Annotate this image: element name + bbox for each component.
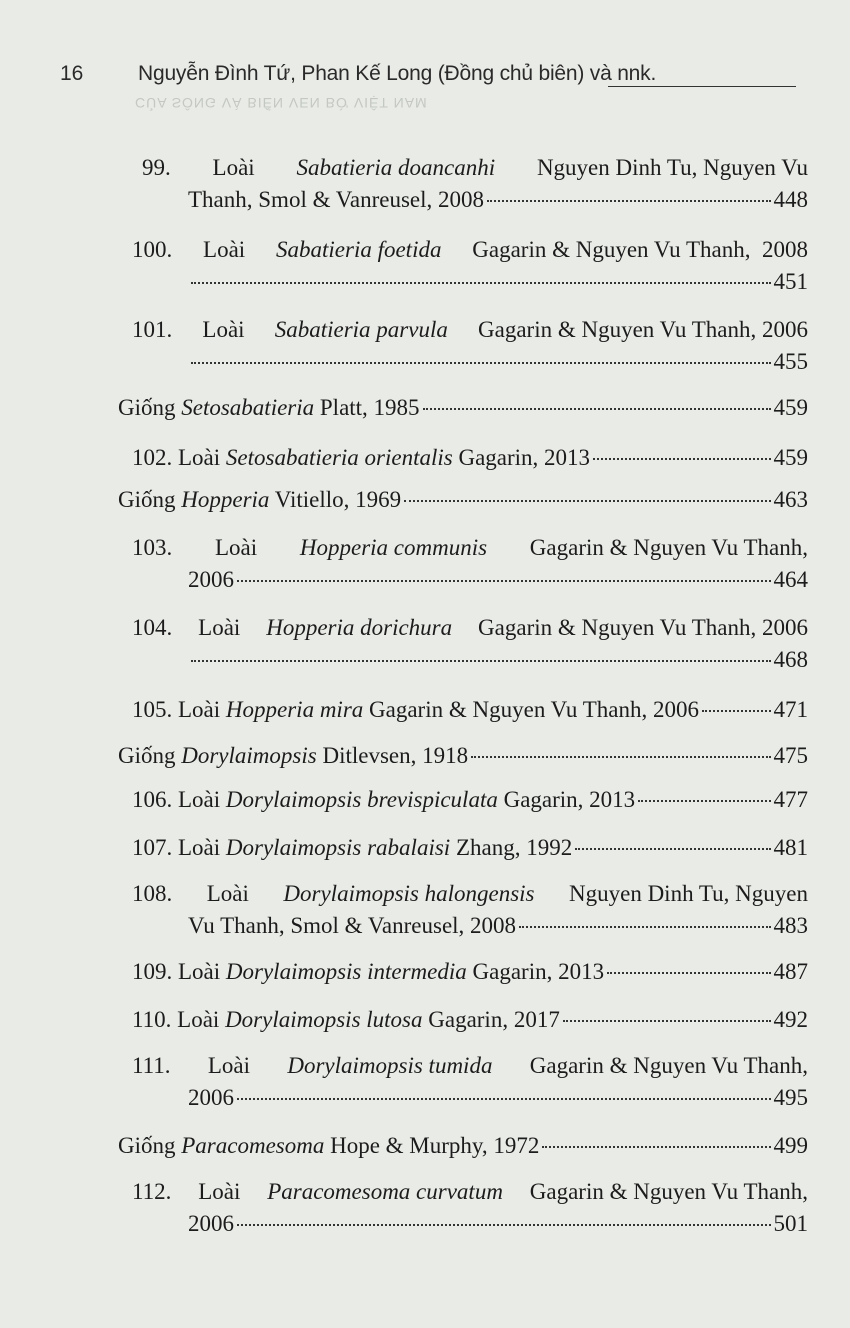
toc-entry-continuation	[188, 266, 808, 298]
taxon-name: Setosabatieria	[181, 395, 315, 420]
toc-entry-continuation	[188, 644, 808, 676]
entry-text	[132, 832, 572, 864]
toc-entry-continuation	[188, 1208, 808, 1240]
entry-text	[142, 152, 808, 184]
page-ref: 501	[773, 1211, 808, 1236]
toc-entry-species	[132, 612, 808, 644]
entry-number: 105.	[132, 697, 173, 722]
entry-number: 111.	[132, 1053, 171, 1078]
entry-number: 104.	[132, 615, 173, 640]
authority: Gagarin & Nguyen Vu Thanh, 2006	[478, 317, 808, 342]
toc-entry-species	[132, 234, 808, 266]
page-ref: 499	[773, 1133, 808, 1158]
authority: Hope & Murphy, 1972	[330, 1133, 540, 1158]
entry-text	[132, 314, 808, 346]
toc-entry-species	[132, 956, 808, 988]
dot-leader	[607, 972, 770, 974]
authority: Gagarin, 2013	[503, 787, 636, 812]
toc-entry-genus	[118, 484, 808, 516]
dot-leader	[191, 660, 771, 662]
toc-entry-species	[132, 878, 808, 910]
toc-entry-species	[132, 442, 808, 474]
header-title: Nguyễn Đình Tứ, Phan Kế Long (Đồng chủ biên) và nnk.	[138, 62, 657, 85]
authority: Zhang, 1992	[455, 835, 573, 860]
entry-rank: Loài	[203, 237, 246, 262]
taxon-name: Dorylaimopsis rabalaisi	[225, 835, 451, 860]
entry-number: 99.	[142, 155, 171, 180]
page-ref: 459	[773, 395, 808, 420]
entry-text	[118, 740, 468, 772]
taxon-name: Hopperia mira	[225, 697, 364, 722]
dot-leader	[423, 408, 771, 410]
authority-continued: Thanh, Smol & Vanreusel, 2008	[188, 187, 484, 212]
entry-number: 100.	[132, 237, 173, 262]
taxon-name: Sabatieria foetida	[276, 237, 442, 262]
authority: Nguyen Dinh Tu, Nguyen Vu	[536, 155, 808, 180]
authority: Gagarin & Nguyen Vu Thanh,	[529, 1053, 808, 1078]
dot-leader	[471, 756, 770, 758]
entry-text	[132, 956, 604, 988]
taxon-name: Sabatieria doancanhi	[296, 155, 496, 180]
toc-entry-species	[132, 784, 808, 816]
page-ref: 495	[773, 1085, 808, 1110]
taxon-name: Hopperia communis	[299, 535, 488, 560]
taxon-name: Hopperia dorichura	[266, 615, 453, 640]
entry-text-continued	[188, 910, 516, 942]
entry-rank: Loài	[178, 445, 221, 470]
page-ref: 487	[773, 959, 808, 984]
entry-rank: Giống	[118, 395, 176, 420]
taxon-name: Dorylaimopsis intermedia	[225, 959, 467, 984]
entry-number: 101.	[132, 317, 173, 342]
page-ref: 477	[773, 787, 808, 812]
page-ref: 463	[773, 487, 808, 512]
dot-leader	[237, 1098, 771, 1100]
entry-text	[132, 1004, 560, 1036]
page-ref: 455	[773, 349, 808, 374]
taxon-name: Dorylaimopsis brevispiculata	[225, 787, 498, 812]
entry-text	[118, 1130, 539, 1162]
entry-number: 103.	[132, 535, 173, 560]
taxon-name: Dorylaimopsis halongensis	[283, 881, 535, 906]
authority-continued: 2006	[188, 567, 234, 592]
entry-text	[132, 234, 808, 266]
taxon-name: Sabatieria parvula	[274, 317, 448, 342]
dot-leader	[487, 200, 771, 202]
entry-rank: Giống	[118, 1133, 176, 1158]
entry-text	[132, 784, 635, 816]
dot-leader	[575, 848, 770, 850]
toc-entry-species	[132, 314, 808, 346]
taxon-name: Dorylaimopsis	[181, 743, 317, 768]
dot-leader	[237, 1224, 771, 1226]
entry-number: 112.	[132, 1179, 172, 1204]
dot-leader	[702, 710, 771, 712]
entry-number: 106.	[132, 787, 173, 812]
toc-entry-species	[132, 1050, 808, 1082]
taxon-name: Paracomesoma curvatum	[267, 1179, 503, 1204]
entry-number: 110.	[132, 1007, 172, 1032]
toc-entry-continuation	[188, 346, 808, 378]
authority: Gagarin, 2017	[428, 1007, 560, 1032]
page-ref: 483	[773, 913, 808, 938]
entry-rank: Loài	[198, 1179, 241, 1204]
toc-entry-continuation	[188, 564, 808, 596]
entry-text	[118, 392, 420, 424]
authority: Nguyen Dinh Tu, Nguyen	[569, 881, 808, 906]
page-ref: 468	[773, 647, 808, 672]
authority-continued: 2006	[188, 1085, 234, 1110]
page-ref: 471	[773, 697, 808, 722]
authority: Gagarin & Nguyen Vu Thanh, 2008	[472, 237, 808, 262]
authority: Ditlevsen, 1918	[322, 743, 469, 768]
authority: Gagarin, 2013	[472, 959, 605, 984]
entry-rank: Loài	[198, 615, 241, 640]
entry-rank: Loài	[178, 959, 221, 984]
toc-entry-genus	[118, 392, 808, 424]
entry-text-continued	[188, 184, 484, 216]
entry-number: 107.	[132, 835, 173, 860]
page-ref: 464	[773, 567, 808, 592]
toc-entry-species	[132, 832, 808, 864]
entry-text-continued	[188, 564, 234, 596]
taxon-name: Dorylaimopsis tumida	[287, 1053, 493, 1078]
entry-rank: Loài	[178, 697, 221, 722]
entry-text	[118, 484, 401, 516]
entry-rank: Loài	[177, 1007, 220, 1032]
dot-leader	[404, 500, 770, 502]
entry-rank: Giống	[118, 487, 176, 512]
authority-continued: 2006	[188, 1211, 234, 1236]
entry-text	[132, 1176, 808, 1208]
entry-rank: Giống	[118, 743, 176, 768]
toc-entry-continuation	[188, 1082, 808, 1114]
entry-rank: Loài	[178, 835, 221, 860]
page-ref: 475	[773, 743, 808, 768]
entry-rank: Loài	[202, 317, 245, 342]
dot-leader	[191, 282, 771, 284]
entry-rank: Loài	[207, 1053, 251, 1078]
entry-rank: Loài	[206, 881, 249, 906]
authority: Vitiello, 1969	[274, 487, 402, 512]
authority: Gagarin & Nguyen Vu Thanh, 2006	[369, 697, 699, 722]
entry-number: 102.	[132, 445, 173, 470]
toc-entry-species	[132, 532, 808, 564]
taxon-name: Paracomesoma	[181, 1133, 325, 1158]
dot-leader	[191, 362, 771, 364]
entry-rank: Loài	[178, 787, 221, 812]
entry-text	[132, 1050, 808, 1082]
taxon-name: Hopperia	[181, 487, 270, 512]
authority: Gagarin & Nguyen Vu Thanh,	[529, 535, 808, 560]
dot-leader	[638, 800, 770, 802]
taxon-name: Setosabatieria orientalis	[225, 445, 453, 470]
page-ref: 451	[773, 269, 808, 294]
taxon-name: Dorylaimopsis lutosa	[225, 1007, 423, 1032]
entry-number: 109.	[132, 959, 173, 984]
authority: Gagarin & Nguyen Vu Thanh, 2006	[478, 615, 808, 640]
page-ref: 492	[773, 1007, 808, 1032]
entry-rank: Loài	[212, 155, 255, 180]
toc-entry-continuation	[188, 184, 808, 216]
page-ref: 448	[773, 187, 808, 212]
dot-leader	[542, 1146, 770, 1148]
entry-rank: Loài	[214, 535, 258, 560]
authority: Platt, 1985	[319, 395, 420, 420]
page-ref: 459	[773, 445, 808, 470]
toc-entry-species	[132, 694, 808, 726]
toc-entry-continuation	[188, 910, 808, 942]
dot-leader	[519, 926, 770, 928]
toc-entry-species	[132, 1004, 808, 1036]
toc-entry-genus	[118, 740, 808, 772]
entry-text	[132, 612, 808, 644]
page-ref: 481	[773, 835, 808, 860]
authority: Gagarin, 2013	[458, 445, 591, 470]
entry-text-continued	[188, 1082, 234, 1114]
dot-leader	[237, 580, 771, 582]
authority: Gagarin & Nguyen Vu Thanh,	[529, 1179, 808, 1204]
page-number: 16	[60, 62, 84, 85]
dot-leader	[593, 458, 770, 460]
entry-text	[132, 532, 808, 564]
show-through-text: CỦA SÔNG VÀ BIỂN VEN BỜ VIỆT NAM	[135, 95, 428, 111]
dot-leader	[563, 1020, 771, 1022]
entry-text-continued	[188, 1208, 234, 1240]
authority-continued: Vu Thanh, Smol & Vanreusel, 2008	[188, 913, 517, 938]
entry-text	[132, 442, 590, 474]
entry-text	[132, 878, 808, 910]
toc-entry-species	[142, 152, 808, 184]
toc-entry-species	[132, 1176, 808, 1208]
toc-entry-genus	[118, 1130, 808, 1162]
entry-text	[132, 694, 699, 726]
entry-number: 108.	[132, 881, 173, 906]
